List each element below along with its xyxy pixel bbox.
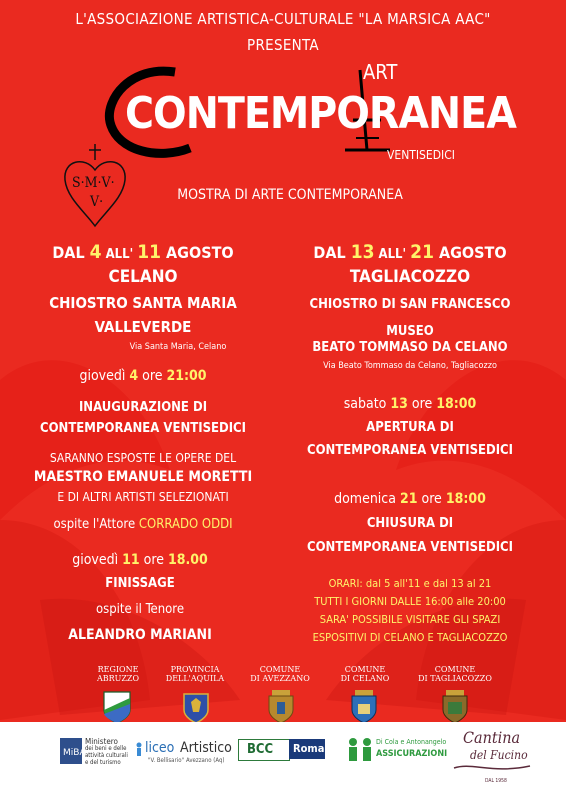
liceo-sub: "V. Bellisario" bbox=[148, 757, 184, 764]
right-opening-time: sabato 13 ore 18:00 bbox=[343, 396, 477, 412]
roma-badge: Roma bbox=[289, 739, 325, 759]
patron-avezzano: COMUNE DI AVEZZANO bbox=[250, 665, 310, 683]
left-guest: ospite l'Attore CORRADO ODDI bbox=[53, 517, 233, 532]
subtitle: MOSTRA DI ARTE CONTEMPORANEA bbox=[177, 187, 403, 203]
svg-text:MiBACT: MiBACT bbox=[63, 748, 98, 758]
left-address: Via Santa Maria, Celano bbox=[129, 342, 227, 352]
tagliacozzo-crest-icon bbox=[440, 690, 470, 724]
liceo-logo-icon bbox=[134, 742, 144, 756]
right-orari-3: SARA' POSSIBILE VISITARE GLI SPAZI bbox=[319, 613, 501, 626]
smv-text-2: V· bbox=[90, 194, 104, 210]
ministero-text: Ministero dei beni e delle attività culturali e del turismo bbox=[85, 737, 128, 766]
left-works-3: E DI ALTRI ARTISTI SELEZIONATI bbox=[57, 490, 229, 504]
patron-regione: REGIONE ABRUZZO bbox=[96, 665, 140, 683]
left-opening-title-1: INAUGURAZIONE DI bbox=[78, 400, 208, 415]
bcc-logo: BCC bbox=[238, 739, 290, 761]
organizer-line: L'ASSOCIAZIONE ARTISTICA-CULTURALE "LA MARSICA AAC" bbox=[75, 10, 491, 28]
left-tenor-name: ALEANDRO MARIANI bbox=[68, 627, 212, 643]
right-dates: DAL 13 ALL' 21 AGOSTO bbox=[313, 241, 507, 263]
right-orari-1: ORARI: dal 5 all'11 e dal 13 al 21 bbox=[328, 577, 492, 590]
right-address: Via Beato Tommaso da Celano, Tagliacozzo bbox=[323, 361, 497, 371]
logo-sub-text: VENTISEDICI bbox=[387, 148, 455, 162]
left-works-1: SARANNO ESPOSTE LE OPERE DEL bbox=[49, 451, 237, 465]
assicurazioni-line-2: ASSICURAZIONI bbox=[376, 749, 448, 759]
assicurazioni-logo-icon bbox=[345, 736, 375, 762]
left-opening-time: giovedì 4 ore 21:00 bbox=[79, 368, 207, 384]
right-opening-title-1: APERTURA DI bbox=[366, 420, 454, 435]
ministero-logo-icon bbox=[60, 738, 98, 764]
left-city: CELANO bbox=[108, 267, 178, 287]
contemporanea-logo bbox=[105, 60, 516, 165]
presenta-line: PRESENTA bbox=[247, 36, 319, 54]
patron-provincia: PROVINCIA DELL'AQUILA bbox=[165, 665, 225, 683]
left-venue-1: CHIOSTRO SANTA MARIA bbox=[49, 294, 237, 312]
left-finissage: FINISSAGE bbox=[105, 576, 175, 591]
right-city: TAGLIACOZZO bbox=[349, 267, 471, 287]
right-closing-time: domenica 21 ore 18:00 bbox=[334, 491, 486, 507]
smv-text-1: S·M·V· bbox=[72, 175, 115, 191]
patron-celano: COMUNE DI CELANO bbox=[340, 665, 390, 683]
left-works-2: MAESTRO EMANUELE MORETTI bbox=[33, 469, 253, 485]
patron-tagliacozzo: COMUNE DI TAGLIACOZZO bbox=[418, 665, 492, 683]
right-orari-4: ESPOSITIVI DI CELANO E TAGLIACOZZO bbox=[312, 631, 508, 644]
left-finissage-time: giovedì 11 ore 18.00 bbox=[72, 552, 208, 568]
left-dates: DAL 4 ALL' 11 AGOSTO bbox=[52, 241, 234, 263]
left-tenor: ospite il Tenore bbox=[95, 602, 185, 617]
cantina-swoosh-icon bbox=[452, 762, 532, 776]
regione-crest-icon bbox=[102, 690, 132, 724]
artistico-text: Artistico bbox=[180, 740, 232, 756]
logo-art-text: ART bbox=[363, 60, 398, 84]
left-opening-title-2: CONTEMPORANEA VENTISEDICI bbox=[40, 421, 246, 436]
cantina-line-1: Cantina bbox=[463, 728, 521, 747]
right-closing-title-1: CHIUSURA DI bbox=[366, 516, 454, 531]
right-museo-1: MUSEO bbox=[386, 324, 434, 339]
provincia-crest-icon bbox=[181, 690, 211, 724]
right-closing-title-2: CONTEMPORANEA VENTISEDICI bbox=[307, 540, 513, 555]
cantina-line-2: del Fucino bbox=[470, 748, 528, 762]
left-venue-2: VALLEVERDE bbox=[94, 318, 192, 336]
right-orari-2: TUTTI I GIORNI DALLE 16:00 alle 20:00 bbox=[314, 595, 506, 608]
liceo-text: liceo bbox=[145, 740, 175, 756]
avezzano-crest-icon bbox=[266, 690, 296, 724]
cantina-line-3: DAL 1958 bbox=[485, 778, 507, 784]
right-museo-2: BEATO TOMMASO DA CELANO bbox=[312, 340, 508, 355]
assicurazioni-line-1: Di Cola e Antonangelo bbox=[376, 738, 447, 746]
celano-crest-icon bbox=[349, 690, 379, 724]
artistico-sub: Avezzano (Aq) bbox=[186, 757, 225, 764]
right-venue: CHIOSTRO DI SAN FRANCESCO bbox=[309, 297, 511, 312]
sponsor-footer bbox=[0, 722, 566, 800]
right-opening-title-2: CONTEMPORANEA VENTISEDICI bbox=[307, 443, 513, 458]
logo-main-text: CONTEMPORANEA bbox=[125, 88, 516, 139]
